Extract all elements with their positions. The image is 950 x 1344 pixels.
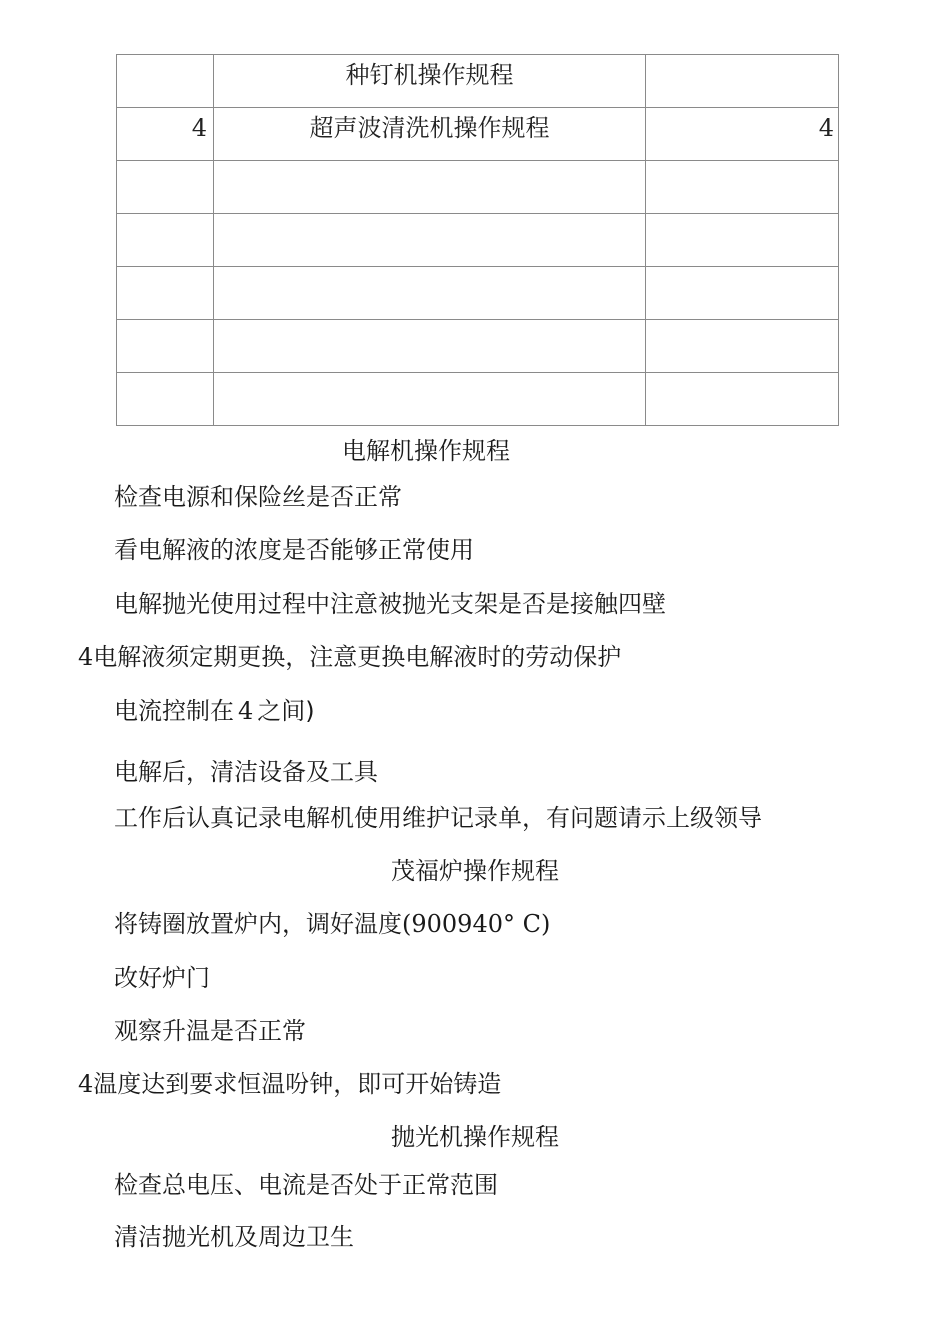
step-text: 电解后，清洁设备及工具 (114, 758, 378, 786)
toc-title (214, 214, 646, 267)
step-text: 电流控制在 (114, 697, 234, 725)
toc-page: 4 (646, 108, 839, 161)
toc-num (117, 214, 214, 267)
section-title: 抛光机操作规程 (391, 1123, 559, 1151)
toc-title (214, 320, 646, 373)
toc-row (117, 161, 839, 214)
temperature-value: (900940° C) (402, 910, 551, 938)
step-number: 4 (78, 643, 94, 671)
step-item (78, 1069, 501, 1099)
step-text: 之间) (257, 697, 315, 725)
toc-page (646, 55, 839, 108)
toc-page (646, 267, 839, 320)
toc-num: 4 (117, 108, 214, 161)
toc-num (117, 320, 214, 373)
section-title: 电解机操作规程 (342, 437, 510, 465)
section-title: 茂福炉操作规程 (391, 857, 559, 885)
toc-table (116, 54, 839, 426)
toc-title (214, 161, 646, 214)
toc-row (117, 108, 839, 161)
toc-num (117, 55, 214, 108)
step-text: 工作后认真记录电解机使用维护记录单，有问题请示上级领导 (114, 804, 762, 832)
step-item (78, 642, 621, 672)
toc-row (117, 267, 839, 320)
step-text: 清洁抛光机及周边卫生 (114, 1223, 354, 1251)
step-item (114, 909, 550, 939)
step-text: 将铸圈放置炉内，调好温度 (114, 910, 402, 938)
step-text: 温度达到要求恒温吩钟，即可开始铸造 (93, 1070, 502, 1098)
toc-page (646, 161, 839, 214)
toc-title: 种钉机操作规程 (214, 55, 646, 108)
toc-title: 超声波清洗机操作规程 (214, 108, 646, 161)
step-text: 检查总电压、电流是否处于正常范围 (114, 1171, 498, 1199)
toc-title (214, 267, 646, 320)
toc-num (117, 161, 214, 214)
toc-title (214, 373, 646, 426)
toc-row (117, 214, 839, 267)
toc-row (117, 320, 839, 373)
toc-page (646, 373, 839, 426)
step-text: 检查电源和保险丝是否正常 (114, 483, 402, 511)
step-text: 观察升温是否正常 (114, 1017, 306, 1045)
toc-row (117, 55, 839, 108)
step-item (114, 696, 315, 726)
step-number: 4 (78, 1070, 94, 1098)
toc-row (117, 373, 839, 426)
step-text: 看电解液的浓度是否能够正常使用 (114, 536, 474, 564)
toc-num (117, 267, 214, 320)
toc-num (117, 373, 214, 426)
toc-page (646, 214, 839, 267)
step-text: 改好炉门 (114, 964, 210, 992)
step-number: 4 (238, 697, 254, 725)
toc-page (646, 320, 839, 373)
step-text: 电解液须定期更换，注意更换电解液时的劳动保护 (93, 643, 622, 671)
step-text: 电解抛光使用过程中注意被抛光支架是否是接触四壁 (114, 590, 666, 618)
